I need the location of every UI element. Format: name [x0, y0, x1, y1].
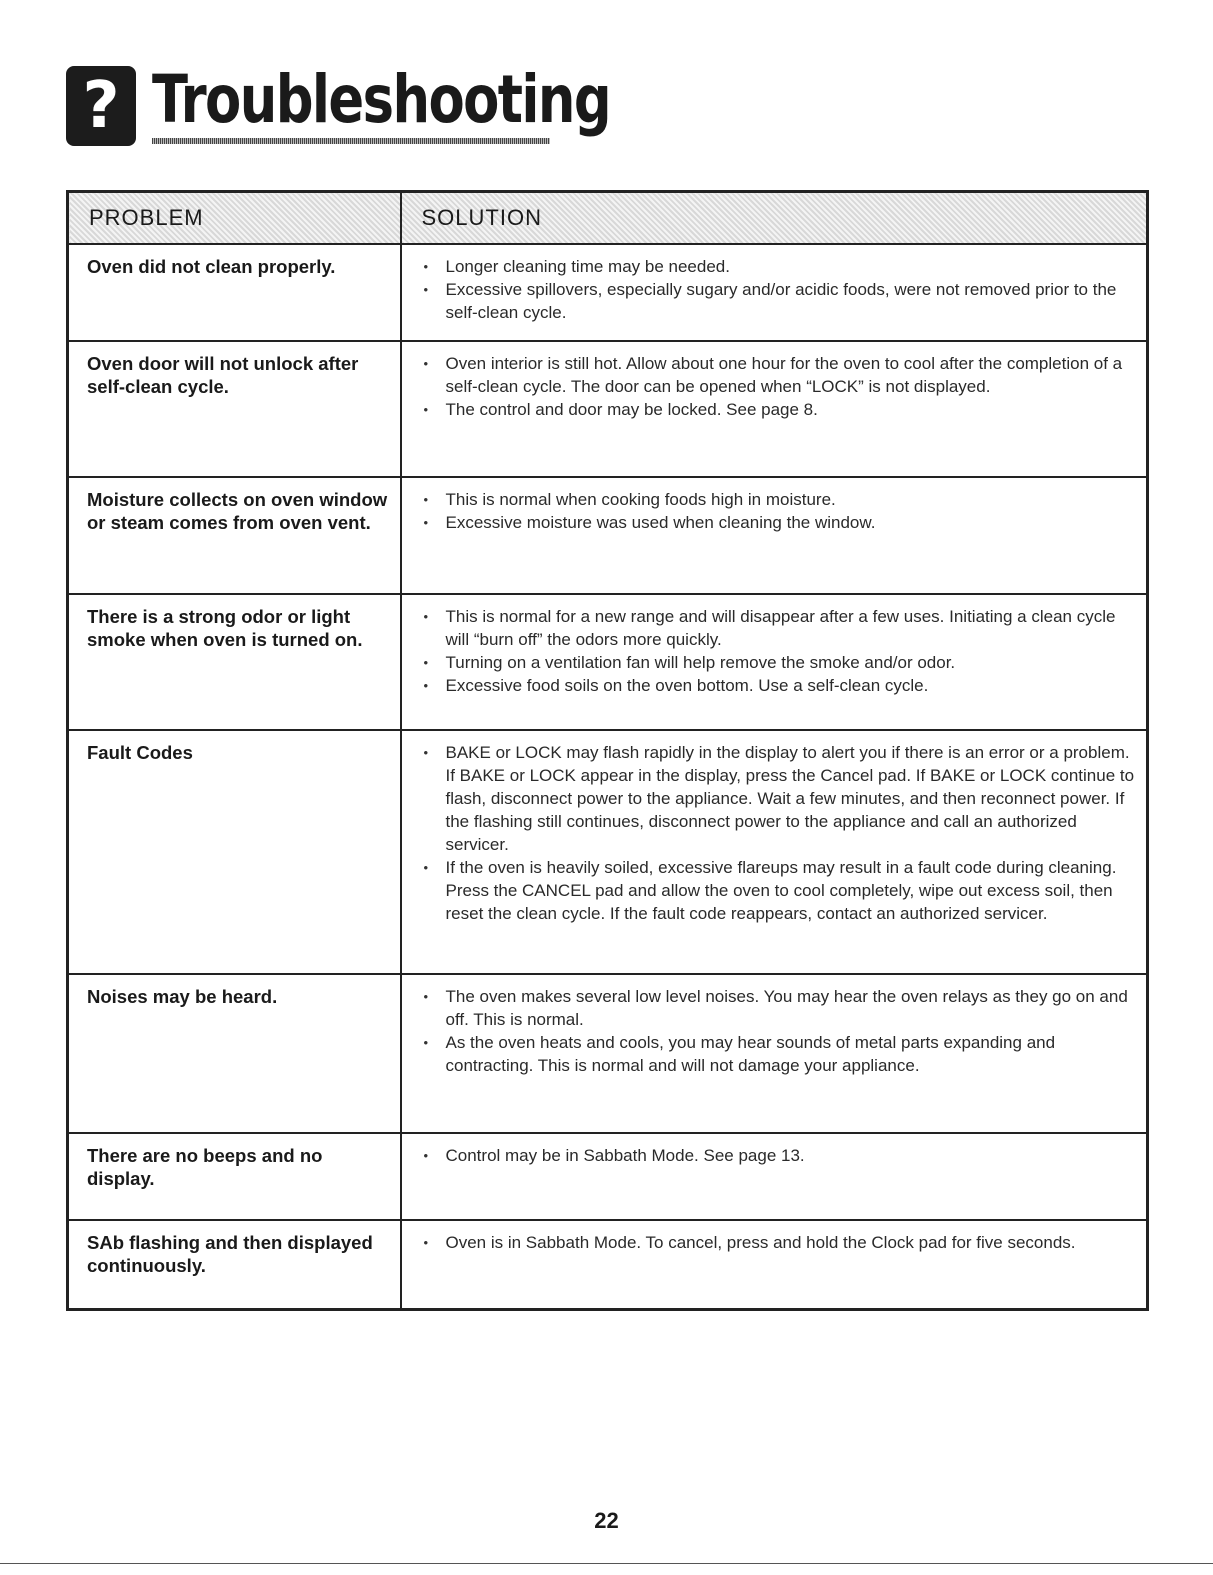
- table-row: [68, 341, 1148, 477]
- problem-cell: [68, 974, 401, 1133]
- problem-cell: [68, 730, 401, 974]
- problem-text: Noises may be heard.: [87, 986, 278, 1007]
- solution-item: • Turning on a ventilation fan will help remove the smoke and/or odor.: [424, 651, 1137, 674]
- page-header: [66, 50, 611, 160]
- solution-cell: [401, 594, 1148, 730]
- solution-item: • The control and door may be locked. See page 8.: [424, 398, 1137, 421]
- problem-text: Oven did not clean properly.: [87, 256, 336, 277]
- bottom-rule: [0, 1563, 1213, 1564]
- solution-list: [424, 488, 1137, 534]
- solution-list: [424, 1144, 1137, 1167]
- solution-list: [424, 605, 1137, 697]
- solution-cell: [401, 974, 1148, 1133]
- problem-text: SAb flashing and then displayed continuously.: [87, 1232, 373, 1276]
- solution-list: [424, 1231, 1137, 1254]
- problem-text: There is a strong odor or light smoke when oven is turned on.: [87, 606, 363, 650]
- solution-list: [424, 255, 1137, 324]
- table-row: [68, 477, 1148, 594]
- solution-item: • BAKE or LOCK may flash rapidly in the display to alert you if there is an error or a problem. If BAKE or LOCK appear in the display, press the Cancel pad. If BAKE or LOCK continue to flash, disconnect power to the appliance. Wait a few minutes, and then reconnect power. If the flashing still continues, disconnect power to the appliance and call an authorized servicer.: [424, 741, 1137, 856]
- problem-text: Fault Codes: [87, 742, 193, 763]
- solution-cell: [401, 730, 1148, 974]
- title-underline: [152, 138, 550, 144]
- problem-cell: [68, 477, 401, 594]
- solution-item: • Oven is in Sabbath Mode. To cancel, press and hold the Clock pad for five seconds.: [424, 1231, 1137, 1254]
- table-header-row: [68, 192, 1148, 245]
- problem-cell: [68, 1133, 401, 1220]
- solution-item: • This is normal when cooking foods high in moisture.: [424, 488, 1137, 511]
- solution-cell: [401, 477, 1148, 594]
- page-number: 22: [594, 1508, 619, 1533]
- troubleshooting-table: [66, 190, 1149, 1311]
- solution-list: [424, 352, 1137, 421]
- problem-text: Oven door will not unlock after self-clean cycle.: [87, 353, 359, 397]
- solution-cell: [401, 244, 1148, 341]
- solution-list: [424, 985, 1137, 1077]
- problem-text: Moisture collects on oven window or steam comes from oven vent.: [87, 489, 388, 533]
- solution-item: • Longer cleaning time may be needed.: [424, 255, 1137, 278]
- question-mark-icon: [66, 66, 136, 146]
- column-header-problem: PROBLEM: [68, 192, 401, 245]
- solution-item: • Control may be in Sabbath Mode. See page 13.: [424, 1144, 1137, 1167]
- question-mark-glyph: ?: [82, 69, 120, 143]
- table-row: [68, 1220, 1148, 1309]
- solution-cell: [401, 1133, 1148, 1220]
- solution-cell: [401, 1220, 1148, 1309]
- problem-cell: [68, 1220, 401, 1309]
- solution-item: • The oven makes several low level noises. You may hear the oven relays as they go on and off. This is normal.: [424, 985, 1137, 1031]
- solution-item: • If the oven is heavily soiled, excessive flareups may result in a fault code during cleaning. Press the CANCEL pad and allow the oven to cool completely, wipe out excess soil, then reset the clean cycle. If the fault code reappears, contact an authorized servicer.: [424, 856, 1137, 925]
- solution-list: [424, 741, 1137, 925]
- solution-item: • Excessive moisture was used when cleaning the window.: [424, 511, 1137, 534]
- solution-item: • As the oven heats and cools, you may hear sounds of metal parts expanding and contracting. This is normal and will not damage your appliance.: [424, 1031, 1137, 1077]
- page-title: Troubleshooting: [152, 61, 611, 138]
- solution-item: • Excessive food soils on the oven bottom. Use a self-clean cycle.: [424, 674, 1137, 697]
- solution-item: • Oven interior is still hot. Allow about one hour for the oven to cool after the completion of a self-clean cycle. The door can be opened when “LOCK” is not displayed.: [424, 352, 1137, 398]
- problem-cell: [68, 594, 401, 730]
- solution-item: • This is normal for a new range and will disappear after a few uses. Initiating a clean cycle will “burn off” the odors more quickly.: [424, 605, 1137, 651]
- column-header-solution: SOLUTION: [401, 192, 1148, 245]
- table-row: [68, 730, 1148, 974]
- table-row: [68, 1133, 1148, 1220]
- problem-cell: [68, 341, 401, 477]
- problem-cell: [68, 244, 401, 341]
- solution-item: • Excessive spillovers, especially sugary and/or acidic foods, were not removed prior to the self-clean cycle.: [424, 278, 1137, 324]
- table-row: [68, 594, 1148, 730]
- problem-text: There are no beeps and no display.: [87, 1145, 323, 1189]
- table-row: [68, 974, 1148, 1133]
- solution-cell: [401, 341, 1148, 477]
- table-row: [68, 244, 1148, 341]
